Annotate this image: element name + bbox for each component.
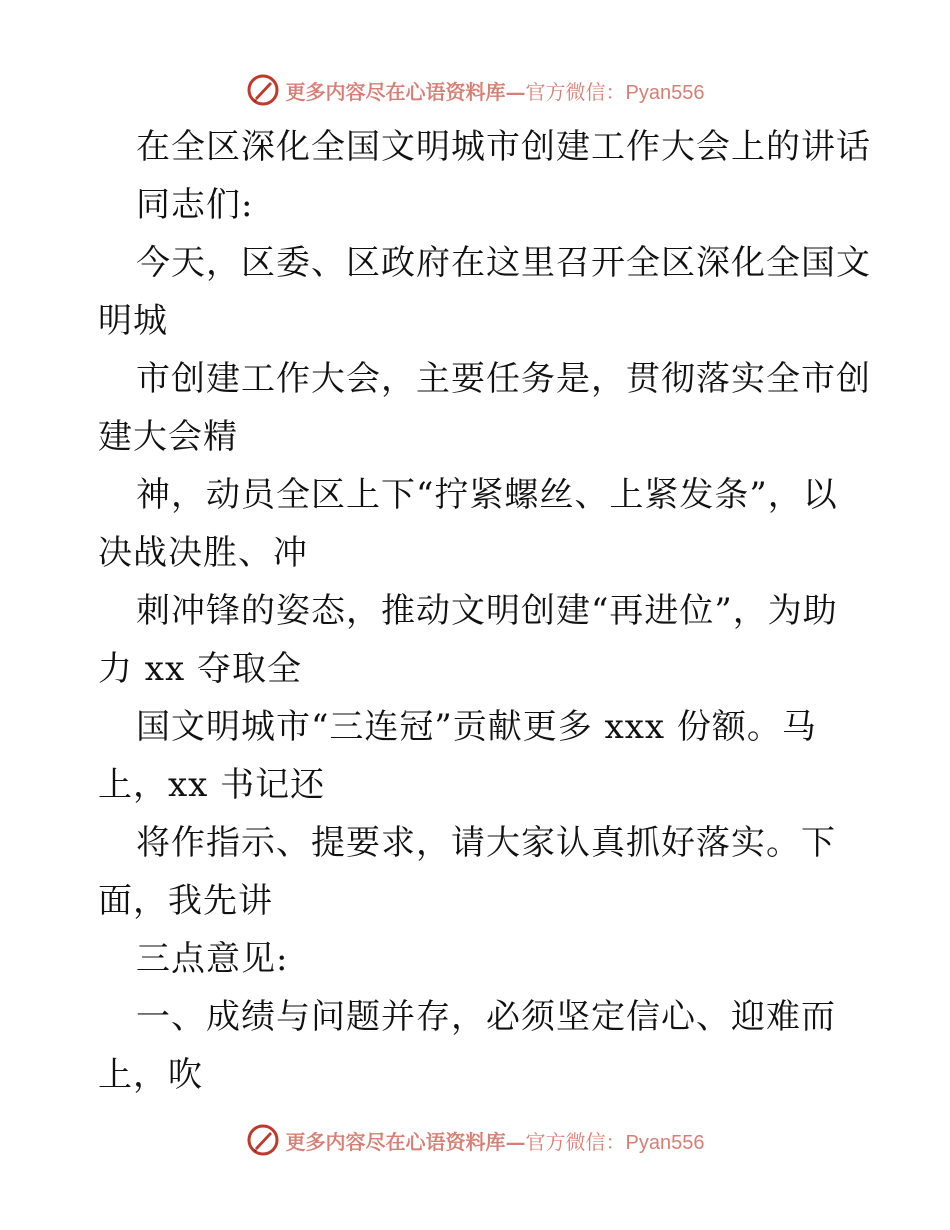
text-line: 三点意见: (136, 939, 289, 979)
text-line: 国文明城市“三连冠”贡献更多 xxx 份额。马 (136, 707, 817, 747)
document-body (98, 118, 871, 1104)
text-line: 将作指示、提要求，请大家认真抓好落实。下 (136, 823, 836, 863)
text-line: 上，吹 (98, 1055, 203, 1095)
text-line: 一、成绩与问题并存，必须坚定信心、迎难而 (136, 997, 836, 1037)
text-line: 建大会精 (98, 417, 238, 457)
text-line: 市创建工作大会，主要任务是，贯彻落实全市创 (136, 359, 871, 399)
watermark-dash: — (505, 1129, 526, 1154)
watermark-brand: 更多内容尽在心语资料库 (285, 79, 506, 104)
watermark-text (286, 1126, 705, 1155)
watermark-contact: 官方微信：Pyan556 (525, 81, 705, 104)
watermark-brand: 更多内容尽在心语资料库 (285, 1129, 506, 1154)
watermark-contact: 官方微信：Pyan556 (525, 1131, 705, 1154)
text-line: 决战决胜、冲 (98, 533, 308, 573)
text-line: 面，我先讲 (98, 881, 273, 921)
text-line: 刺冲锋的姿态，推动文明创建“再进位”，为助 (136, 591, 838, 631)
text-line: 上，xx 书记还 (98, 765, 326, 805)
footer-watermark (0, 1120, 950, 1160)
text-line: 同志们: (136, 185, 254, 225)
header-watermark (0, 70, 950, 110)
quill-logo-icon (246, 73, 280, 107)
watermark-dash: — (505, 79, 526, 104)
watermark-text (286, 76, 705, 105)
text-line: 明城 (98, 301, 168, 341)
quill-logo-icon (246, 1123, 280, 1157)
text-line: 今天，区委、区政府在这里召开全区深化全国文 (136, 243, 871, 283)
text-line: 在全区深化全国文明城市创建工作大会上的讲话 (136, 127, 871, 167)
text-line: 力 xx 夺取全 (98, 649, 302, 689)
text-line: 神，动员全区上下“拧紧螺丝、上紧发条”，以 (136, 475, 838, 515)
